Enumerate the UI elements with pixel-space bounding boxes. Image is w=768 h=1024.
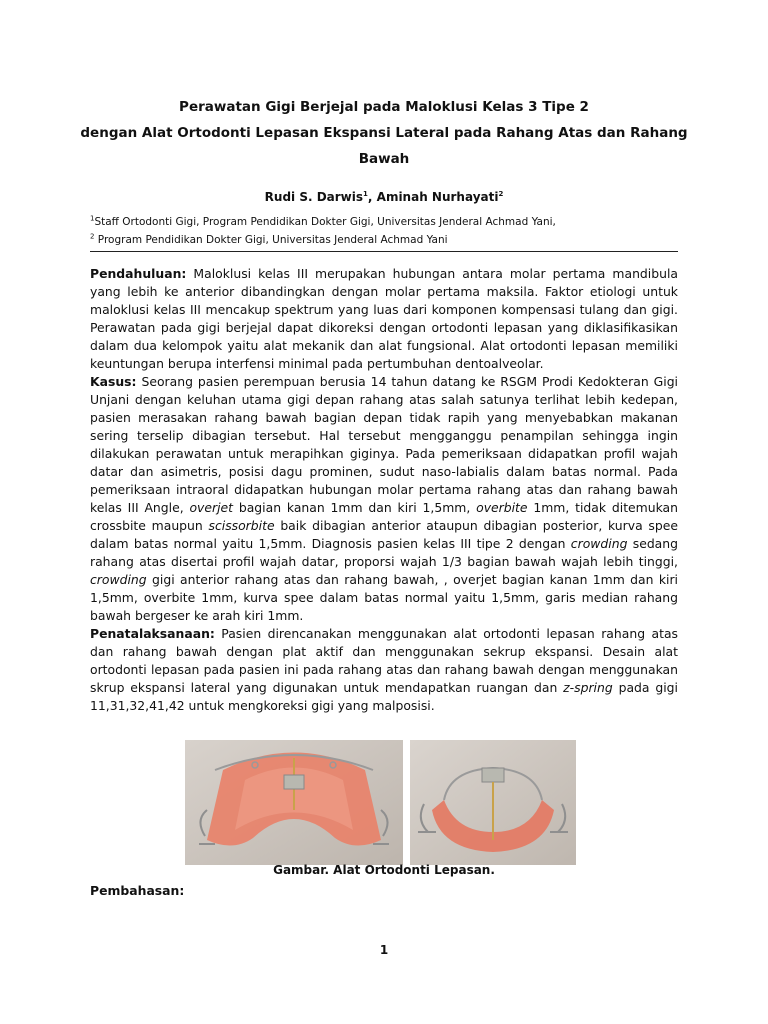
title-line-2: dengan Alat Ortodonti Lepasan Ekspansi Lateral pada Rahang Atas dan Rahang xyxy=(80,125,688,141)
kasus-term-overbite: overbite xyxy=(476,500,528,515)
author-1-affiliation-mark: 1 xyxy=(363,190,368,198)
figure-caption: Gambar. Alat Ortodonti Lepasan. xyxy=(273,863,495,877)
kasus-term-crowding-1: crowding xyxy=(570,536,628,551)
pendahuluan-text: Maloklusi kelas III merupakan hubungan antara molar pertama mandibula yang lebih ke anterior dibandingkan dengan molar pertama maksila. Faktor etiologi untuk maloklusi kelas III mencakup spektrum yang luas dari komponen kompensasi tulang dan gigi. Perawatan pada gigi berjejal dapat dikoreksi dengan ortodonti lepasan yang diklasifikasikan dalam dua kelompok yaitu alat mekanik dan alat fungsional. Alat ortodonti lepasan memiliki keuntungan berupa interfensi minimal pada pertumbuhan dentoalveolar. xyxy=(90,266,678,371)
kasus-text-4: baik dibagian anterior ataupun dibagian posterior, kurva spee dalam batas normal yaitu 1,5mm. Diagnosis pasien kelas III tipe 2 dengan xyxy=(90,518,678,551)
section-pendahuluan xyxy=(90,265,678,373)
author-2-name: Aminah Nurhayati xyxy=(376,190,499,204)
affiliation-2-text: Program Pendidikan Dokter Gigi, Universitas Jenderal Achmad Yani xyxy=(94,234,448,246)
author-2-affiliation-mark: 2 xyxy=(498,190,504,198)
kasus-text-6: gigi anterior rahang atas dan rahang bawah, , overjet bagian kanan 1mm dan kiri 1,5mm, overbite 1mm, kurva spee dalam batas normal yaitu 1,5mm, garis median rahang bawah bergeser ke arah kiri 1mm. xyxy=(90,572,678,623)
kasus-term-scissorbite: scissorbite xyxy=(208,518,275,533)
kasus-text-3: 1mm, tidak ditemukan crossbite maupun xyxy=(90,500,679,533)
penatalaksanaan-label: Penatalaksanaan: xyxy=(90,626,215,641)
penatalaksanaan-text-1: Pasien direncanakan menggunakan alat ortodonti lepasan rahang atas dan rahang bawah dengan plat aktif dan menggunakan sekrup ekspansi. Desain alat ortodonti lepasan pada pasien ini pada rahang atas dan rahang bawah dengan menggunakan skrup ekspansi lateral yang digunakan untuk mendapatkan ruangan dan xyxy=(90,626,678,695)
appliance-photo-upper xyxy=(185,740,403,865)
paper-title xyxy=(60,94,708,172)
appliance-photo-lower xyxy=(410,740,576,865)
affiliation-1 xyxy=(90,216,690,228)
kasus-text-2: bagian kanan 1mm dan kiri 1,5mm, xyxy=(233,500,477,515)
kasus-text-1: Seorang pasien perempuan berusia 14 tahun datang ke RSGM Prodi Kedokteran Gigi Unjani dengan keluhan utama gigi depan rahang atas salah satunya terlihat lebih kedepan, pasien merasakan rahang bawah bagian depan tidak rapih yang menyebabkan makanan sering terselip dibagian tersebut. Hal tersebut mengganggu penampilan sehingga ingin dilakukan perawatan untuk merapihkan giginya. Pada pemeriksaan didapatkan profil wajah datar dan asimetris, posisi dagu prominen, sudut naso-labialis dalam batas normal. Pada pemeriksaan intraoral didapatkan hubungan molar pertama rahang atas dan rahang bawah kelas III Angle, xyxy=(90,374,678,515)
penatalaksanaan-term-z-spring: z-spring xyxy=(563,680,613,695)
kasus-label: Kasus: xyxy=(90,374,137,389)
title-line-1: Perawatan Gigi Berjejal pada Maloklusi Kelas 3 Tipe 2 xyxy=(179,99,589,115)
affiliation-2 xyxy=(90,234,690,246)
author-1-name: Rudi S. Darwis xyxy=(264,190,364,204)
author-list xyxy=(60,190,708,204)
affiliation-1-text: Staff Ortodonti Gigi, Program Pendidikan Dokter Gigi, Universitas Jenderal Achmad Yani, xyxy=(94,216,556,228)
affiliation-2-mark: 2 xyxy=(90,232,95,241)
section-kasus xyxy=(90,373,678,625)
header-divider xyxy=(90,251,678,252)
pendahuluan-label: Pendahuluan: xyxy=(90,266,187,281)
page-number: 1 xyxy=(379,943,389,957)
affiliation-1-mark: 1 xyxy=(90,214,95,223)
author-separator: , xyxy=(367,190,377,204)
kasus-term-crowding-2: crowding xyxy=(90,572,147,587)
kasus-text-5: sedang rahang atas disertai profil wajah datar, proporsi wajah 1/3 bagian bawah wajah lebih tinggi, xyxy=(90,536,678,569)
kasus-term-overjet: overjet xyxy=(189,500,234,515)
section-penatalaksanaan xyxy=(90,625,678,715)
title-line-3: Bawah xyxy=(358,151,410,167)
pembahasan-heading: Pembahasan: xyxy=(90,883,185,898)
penatalaksanaan-text-2: pada gigi 11,31,32,41,42 untuk mengkoreksi gigi yang malposisi. xyxy=(90,680,678,713)
abstract-body xyxy=(90,265,678,715)
